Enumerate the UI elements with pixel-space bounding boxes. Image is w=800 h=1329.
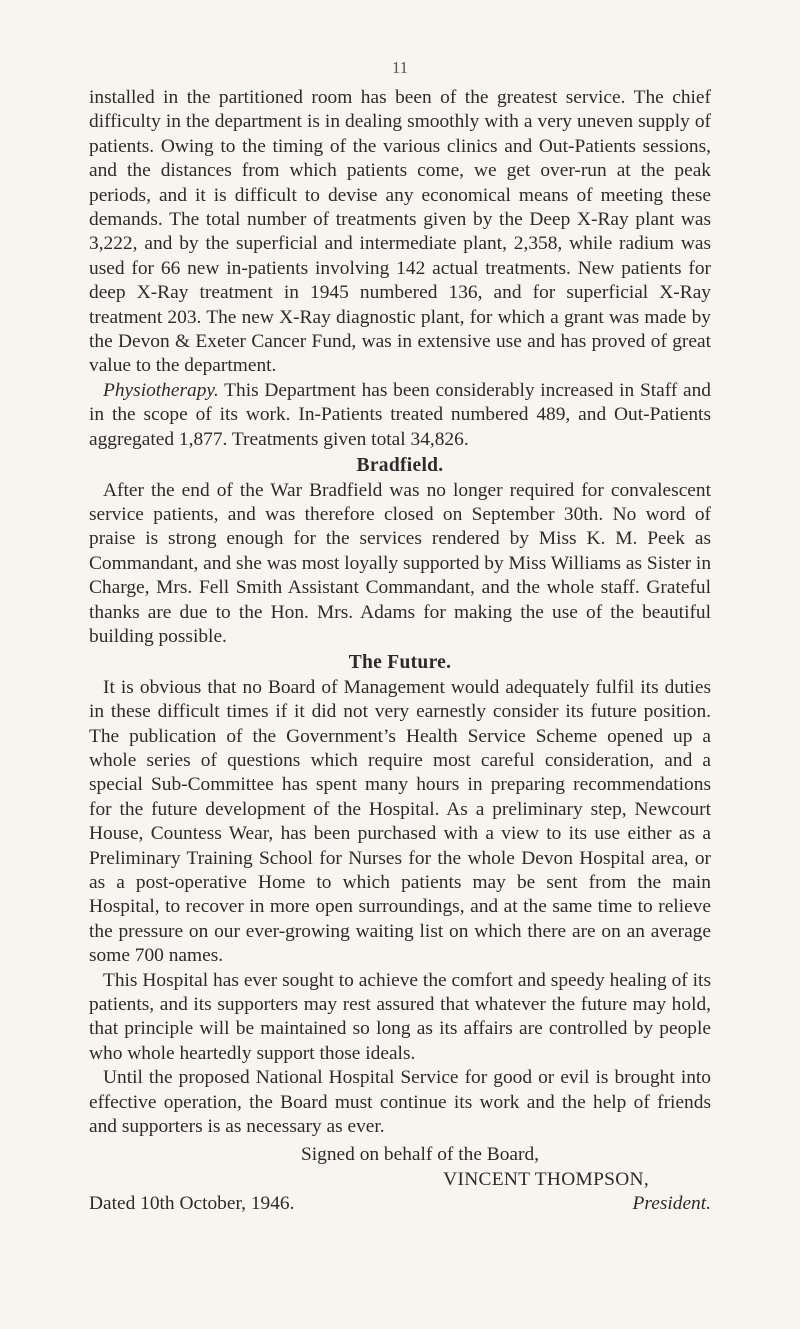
paragraph-physiotherapy	[89, 379, 711, 452]
page-number: 11	[391, 58, 409, 77]
paragraph-hospital-ideals: This Hospital has ever sought to achieve the comfort and speedy healing of its patients, and its supporters may rest assured that whatever the future may hold, that principle will be maintained so long as its affairs are controlled by people who whole heartedly support those ideals.	[89, 969, 711, 1064]
signed-on-behalf-line: Signed on behalf of the Board,	[300, 1144, 540, 1166]
signatory-name: VINCENT THOMPSON,	[443, 1168, 649, 1190]
signature-footer-row	[89, 1192, 711, 1216]
paragraph-national-service: Until the proposed National Hospital Service for good or evil is brought into effective operation, the Board must continue its work and the help of friends and supporters is as necessary as ever.	[89, 1067, 711, 1138]
paragraph-bradfield: After the end of the War Bradfield was no longer required for convalescent service patients, and was therefore closed on September 30th. No word of praise is strong enough for the services rendered by Miss K. M. Peek as Commandant, and she was most loyally supported by Miss Williams as Sister in Charge, Mrs. Fell Smith Assistant Commandant, and the whole staff. Grateful thanks are due to the Hon. Mrs. Adams for making the use of the beautiful building possible.	[89, 479, 712, 647]
heading-the-future: The Future.	[348, 652, 452, 674]
physiotherapy-run-in-heading: Physiotherapy.	[103, 379, 219, 401]
heading-bradfield: Bradfield.	[356, 455, 444, 477]
paragraph-xray-treatments: installed in the partitioned room has been of the greatest service. The chief difficulty in the department is in dealing smoothly with a very uneven supply of patients. Owing to the timing of the various clinics and Out-Patients sessions, and the distances from which patients come, we get over-run at the peak periods, and it is difficult to devise any economical means of meeting these demands. The total number of treatments given by the Deep X-Ray plant was 3,222, and by the superficial and intermediate plant, 2,358, while radium was used for 66 new in-patients involving 142 actual treatments. New patients for deep X-Ray treatment in 1945 numbered 136, and for superficial X-Ray treatment 203. The new X-Ray diagnostic plant, for which a grant was made by the Devon & Exeter Cancer Fund, was in extensive use and has proved of great value to the department.	[89, 87, 711, 377]
page-body	[89, 86, 711, 1217]
signatory-title: President.	[632, 1193, 711, 1215]
physiotherapy-body: This Department has been considerably increased in Staff and in the scope of its work. In-Patients treated numbered 489, and Out-Patients aggregated 1,877. Treatments given total 34,826.	[89, 379, 711, 450]
dated-line: Dated 10th October, 1946.	[89, 1193, 295, 1215]
paragraph-future-position: It is obvious that no Board of Management would adequately fulfil its duties in these difficult times if it did not very earnestly consider its future position. The publication of the Government’s Health Service Scheme opened up a whole series of questions which require most careful consideration, and a special Sub-Committee has spent many hours in preparing recommendations for the future development of the Hospital. As a preliminary step, Newcourt House, Countess Wear, has been purchased with a view to its use either as a Preliminary Training School for Nurses for the whole Devon Hospital area, or as a post-operative Home to which patients may be sent from the main Hospital, to recover in more open surroundings, and at the same time to relieve the pressure on our ever-growing waiting list on which there are on an average some 700 names.	[89, 676, 711, 967]
